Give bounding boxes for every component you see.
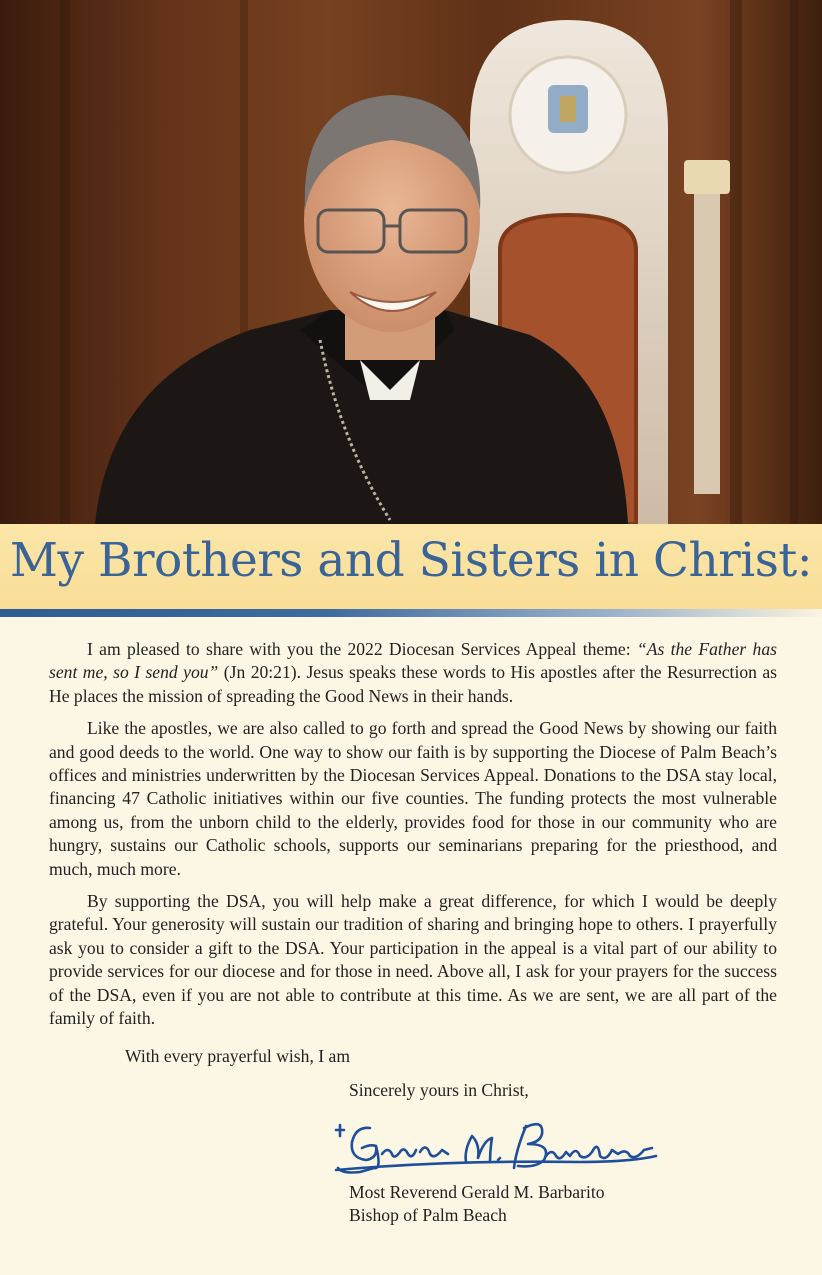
handwritten-signature: [330, 1110, 660, 1180]
letter-paragraph-2: Like the apostles, we are also called to go forth and spread the Good News by showing our faith and good deeds to the world. One way to show our faith is by supporting the Diocese of Palm Beach’s offices and ministries underwritten by the Diocesan Services Appeal. Donations to the DSA stay local, financing 47 Catholic initiatives within our five counties. The funding protects the most vulnerable among us, from the unborn child to the elderly, provides food for those in our community who are hungry, sustains our Catholic schools, supports our seminarians preparing for the priesthood, and much, much more.: [49, 718, 777, 879]
letter-paragraph-3: By supporting the DSA, you will help make a great difference, for which I would be deeply grateful. Your generosity will sustain our tradition of sharing and bringing hope to others. I prayerfully ask you to consider a gift to the DSA. Your participation in the appeal is a vital part of our ability to provide services for our diocese and for those in need. Above all, I ask for your prayers for the success of the DSA, even if you are not able to contribute at this time. As we are sent, we are all part of the family of faith.: [49, 891, 777, 1029]
page-title: My Brothers and Sisters in Christ:: [9, 533, 813, 588]
signer-block: [349, 1181, 605, 1227]
portrait-illustration: [0, 0, 822, 524]
bishop-portrait-photo: [0, 0, 822, 524]
signer-name: Most Reverend Gerald M. Barbarito: [349, 1182, 605, 1202]
paragraph-1-rest: (Jn 20:21). Jesus speaks these words to His apostles after the Resurrection as He places the mission of spreading the Good News in their hands.: [49, 662, 778, 706]
scripture-quote: “As the Father has sent me, so I send you”: [49, 639, 777, 683]
signature-drawing: [330, 1110, 660, 1180]
sign-off: Sincerely yours in Christ,: [349, 1080, 529, 1100]
letter-body: [49, 638, 777, 1040]
title-divider: [0, 609, 822, 617]
signer-role: Bishop of Palm Beach: [349, 1205, 507, 1225]
letter-paragraph-1: [49, 638, 777, 708]
paragraph-1-intro: I am pleased to share with you the 2022 Diocesan Services Appeal theme:: [87, 639, 637, 659]
closing-line: With every prayerful wish, I am: [125, 1046, 350, 1066]
